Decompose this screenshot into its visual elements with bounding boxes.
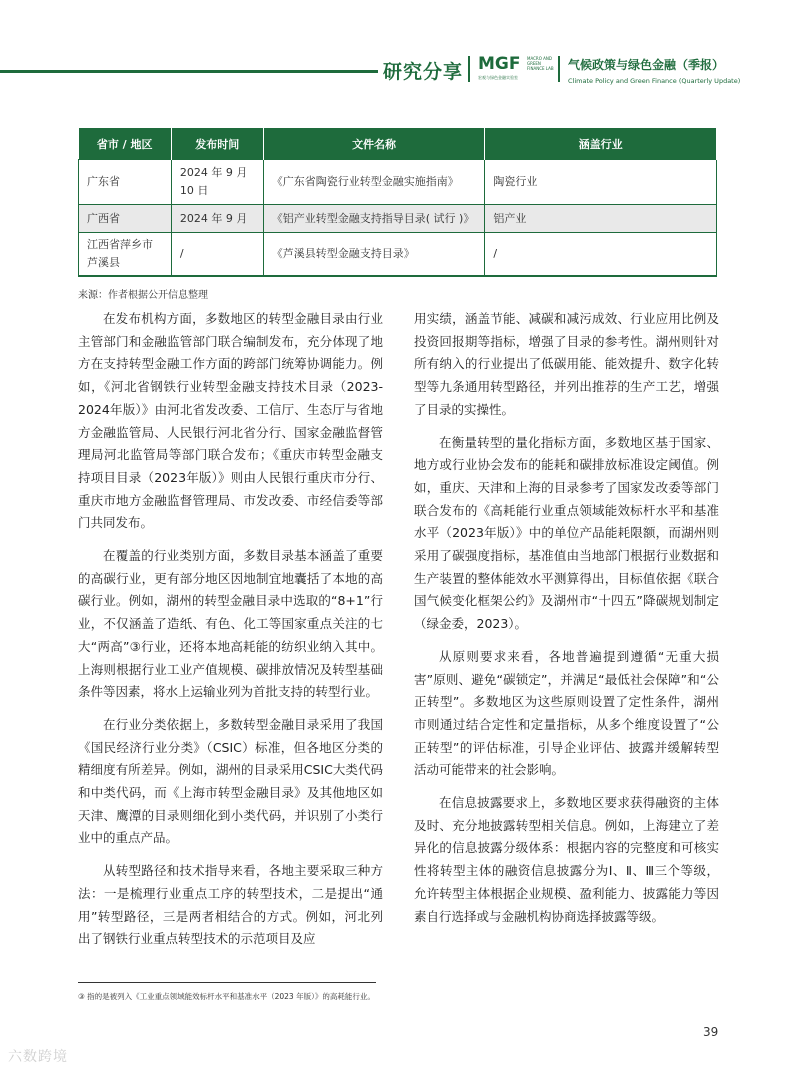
body-paragraph: 从转型路径和技术指导来看，各地主要采取三种方法：一是梳理行业重点工序的转型技术，二是提出“通用”转型路径，三是两者相结合的方式。例如，河北列出了钢铁行业重点转型技术的示范项目及应 — [78, 863, 383, 947]
section-title: 研究分享 — [383, 61, 464, 83]
regional-directory-table — [78, 128, 717, 277]
body-paragraph: 在信息披露要求上，多数地区要求获得融资的主体及时、充分地披露转型相关信息。例如，上海建立了差异化的信息披露分级体系：根据内容的完整度和可核实性将转型主体的融资信息披露分为Ⅰ、Ⅱ、Ⅲ三个等级，允许转型主体根据企业规模、盈利能力、披露能力等因素自行选择或与金融机构协商选择披露等级。 — [414, 795, 719, 924]
right-column — [414, 308, 719, 938]
table-row — [79, 160, 717, 205]
table-cell-document: 《芦溪县转型金融支持目录》 — [263, 233, 485, 277]
table-row — [79, 233, 717, 277]
column-header: 发布时间 — [171, 128, 263, 160]
mgf-logo-sub: 宏观与绿色金融实验室 — [478, 75, 518, 80]
page-number: 39 — [703, 1025, 719, 1039]
journal-title-en: Climate Policy and Green Finance (Quarterly Update) — [568, 77, 741, 85]
table-source-note: 来源：作者根据公开信息整理 — [78, 290, 208, 301]
journal-title-cn: 气候政策与绿色金融（季报） — [568, 58, 725, 72]
body-paragraph: 在行业分类依据上，多数转型金融目录采用了我国《国民经济行业分类》（CSIC）标准，但各地区分类的精细度有所差异。例如，湖州的目录采用CSIC大类代码和中类代码，而《上海市转型金融目录》及其他地区如天津、鹰潭的目录则细化到小类代码，并识别了小类行业中的重点产品。 — [78, 716, 383, 846]
table-cell-document: 《铝产业转型金融支持指导目录( 试行 )》 — [263, 205, 485, 233]
table-header-row — [79, 128, 717, 160]
table-cell-region: 广西省 — [79, 205, 172, 233]
table-cell-date: / — [171, 233, 263, 277]
body-paragraph: 用实绩，涵盖节能、减碳和减污成效、行业应用比例及投资回报期等指标，增强了目录的参考性。湖州则针对所有纳入的行业提出了低碳用能、能效提升、数字化转型等九条通用转型路径，并列出推荐的生产工艺，增强了目录的实操性。 — [414, 311, 719, 417]
table-cell-industry: / — [485, 233, 717, 277]
table-cell-date: 2024 年 9 月 10 日 — [171, 160, 263, 205]
body-paragraph: 在覆盖的行业类别方面，多数目录基本涵盖了重要的高碳行业，更有部分地区因地制宜地囊括了本地的高碳行业。例如，湖州的转型金融目录中选取的“8+1”行业，不仅涵盖了造纸、有色、化工等国家重点关注的七大“两高”③行业，还将本地高耗能的纺织业纳入其中。上海则根据行业工业产值规模、碳排放情况及转型基础条件等因素，将水上运输业列为首批支持的转型行业。 — [78, 548, 383, 700]
body-paragraph: 在发布机构方面，多数地区的转型金融目录由行业主管部门和金融监管部门联合编制发布，充分体现了地方在支持转型金融工作方面的跨部门统筹协调能力。例如，《河北省钢铁行业转型金融支持技术目录（2023-2024年版）》由河北省发改委、工信厅、生态厅与省地方金融监管局、人民银行河北省分行、国家金融监督管理局河北监管局等部门联合发布；《重庆市转型金融支持项目目录（2023年版）》则由人民银行重庆市分行、重庆市地方金融监督管理局、市发改委、市经信委等部门共同发布。 — [78, 311, 383, 531]
table-cell-document: 《广东省陶瓷行业转型金融实施指南》 — [263, 160, 485, 205]
body-paragraph: 从原则要求来看，各地普遍提到遵循“无重大损害”原则、避免“碳锁定”，并满足“最低社会保障”和“公正转型”。多数地区为这些原则设置了定性条件，湖州市则通过结合定性和定量指标，从多个维度设置了“公正转型”的评估标准，引导企业评估、披露并缓解转型活动可能带来的社会影响。 — [414, 648, 719, 778]
mgf-logo-small: MACRO AND GREEN FINANCE LAB — [527, 56, 554, 71]
mgf-logo-text: MGF — [478, 54, 521, 74]
column-header: 省市 / 地区 — [79, 128, 172, 160]
journal-title — [568, 56, 740, 85]
table-cell-industry: 陶瓷行业 — [485, 160, 717, 205]
table-cell-industry: 铝产业 — [485, 205, 717, 233]
watermark: 六数跨境 — [8, 1049, 68, 1065]
left-column — [78, 308, 383, 961]
footnote: ③ 指的是被列入《工业重点领域能效标杆水平和基准水平（2023 年版）》的高耗能行业。 — [78, 992, 375, 1001]
header-divider — [468, 56, 470, 82]
header-rule — [0, 70, 378, 73]
table-row — [79, 205, 717, 233]
column-header: 涵盖行业 — [485, 128, 717, 160]
header-divider — [558, 56, 560, 82]
body-paragraph: 在衡量转型的量化指标方面，多数地区基于国家、地方或行业协会发布的能耗和碳排放标准设定阈值。例如，重庆、天津和上海的目录参考了国家发改委等部门联合发布的《高耗能行业重点领域能效标杆水平和基准水平（2023年版）》中的单位产品能耗限额，而湖州则采用了碳强度指标，基准值由当地部门根据行业数据和生产装置的整体能效水平测算得出，目标值依据《联合国气候变化框架公约》及湖州市“十四五”降碳规划制定（绿金委，2023）。 — [414, 434, 719, 632]
table-cell-region: 江西省萍乡市芦溪县 — [79, 233, 172, 277]
footnote-rule — [78, 982, 376, 983]
column-header: 文件名称 — [263, 128, 485, 160]
mgf-logo — [478, 54, 554, 81]
table-cell-region: 广东省 — [79, 160, 172, 205]
table-cell-date: 2024 年 9 月 — [171, 205, 263, 233]
